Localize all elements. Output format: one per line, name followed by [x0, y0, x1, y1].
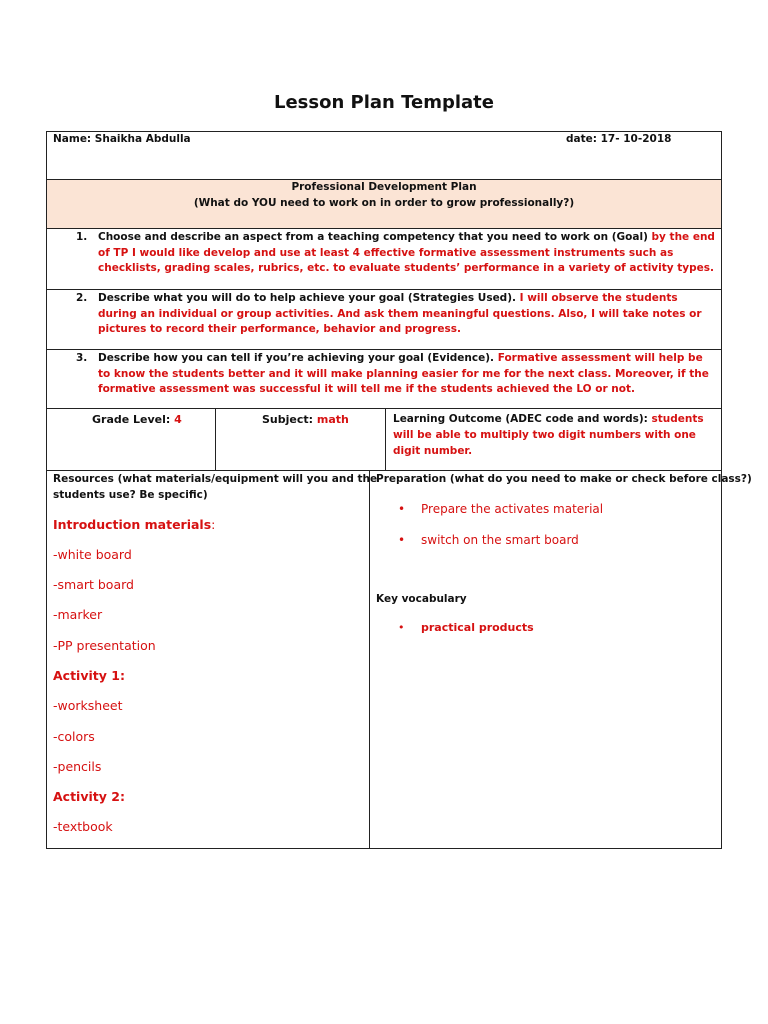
preparation-item: switch on the smart board [421, 533, 579, 547]
evidence-text [98, 351, 718, 398]
resource-item: -pencils [53, 759, 102, 774]
date-field [566, 132, 671, 148]
strategy-prompt: Describe what you will do to help achieve your goal (Strategies Used). [98, 292, 516, 304]
grade-level [92, 412, 182, 428]
resource-heading: Activity 2: [53, 789, 125, 804]
goal-number: 1. [76, 231, 88, 243]
resource-item: -colors [53, 729, 95, 744]
column-divider [215, 408, 216, 470]
resource-item: -smart board [53, 577, 134, 592]
row-divider [46, 228, 722, 229]
row-divider [46, 470, 722, 471]
goal-text [98, 230, 718, 277]
resource-item: -PP presentation [53, 638, 156, 653]
strategy-number: 2. [76, 292, 88, 304]
evidence-answer: Formative assessment will help be to know the students better and it will make planning easier for me for the next class. Moreover, if the formative assessment was successful it will tell me if the students achieved the LO or not. [98, 352, 709, 395]
name-value: Shaikha Abdulla [94, 133, 191, 145]
pdp-subheading: (What do YOU need to work on in order to grow professionally?) [193, 197, 575, 209]
preparation-item: Prepare the activates material [421, 502, 604, 516]
resource-item: -white board [53, 547, 132, 562]
page-title: Lesson Plan Template [273, 92, 494, 113]
goal-prompt: Choose and describe an aspect from a teaching competency that you need to work on (Goal) [98, 231, 648, 243]
outcome-value: students will be able to multiply two digit numbers with one digit number. [393, 413, 704, 457]
column-divider [369, 470, 370, 849]
strategy-text [98, 291, 718, 338]
outcome-label: Learning Outcome (ADEC code and words): [393, 413, 648, 425]
resources-label: Resources (what materials/equipment will you and the [53, 473, 378, 485]
name-label: Name: [53, 133, 92, 145]
row-divider [46, 349, 722, 350]
evidence-number: 3. [76, 352, 88, 364]
bullet-icon: • [398, 502, 406, 516]
vocab-label: Key vocabulary [376, 593, 467, 605]
resource-item: -textbook [53, 819, 113, 834]
column-divider [385, 408, 386, 470]
bullet-icon: • [398, 533, 406, 547]
vocab-item: practical products [421, 621, 534, 634]
subject-value: math [316, 413, 349, 426]
row-divider [46, 289, 722, 290]
name-field [53, 132, 191, 148]
resource-item: -worksheet [53, 698, 123, 713]
subject [262, 412, 349, 428]
evidence-prompt: Describe how you can tell if you’re achieving your goal (Evidence). [98, 352, 495, 364]
preparation-label: Preparation (what do you need to make or check before class?) [376, 473, 752, 485]
resource-heading: Introduction materials: [53, 517, 216, 532]
resources-label: students use? Be specific) [53, 489, 208, 501]
resource-item: -marker [53, 607, 103, 622]
strategy-answer: I will observe the students during an individual or group activities. And ask them meaningful questions. Also, I will take notes or pictures to record their performance, behavior and progress. [98, 292, 702, 335]
pdp-heading: Professional Development Plan [291, 181, 477, 193]
learning-outcome [393, 411, 718, 459]
date-label: date: [566, 133, 597, 145]
grade-label: Grade Level: [92, 413, 171, 426]
resource-heading: Activity 1: [53, 668, 125, 683]
row-divider [46, 408, 722, 409]
goal-answer: by the end of TP I would like develop and use at least 4 effective formative assessment instruments such as checklists, grading scales, rubrics, etc. to evaluate students’ performance in a variety of activity types. [98, 231, 715, 274]
subject-label: Subject: [262, 413, 314, 426]
grade-value: 4 [174, 413, 182, 426]
date-value: 17- 10-2018 [600, 133, 672, 145]
bullet-icon: • [398, 621, 405, 634]
